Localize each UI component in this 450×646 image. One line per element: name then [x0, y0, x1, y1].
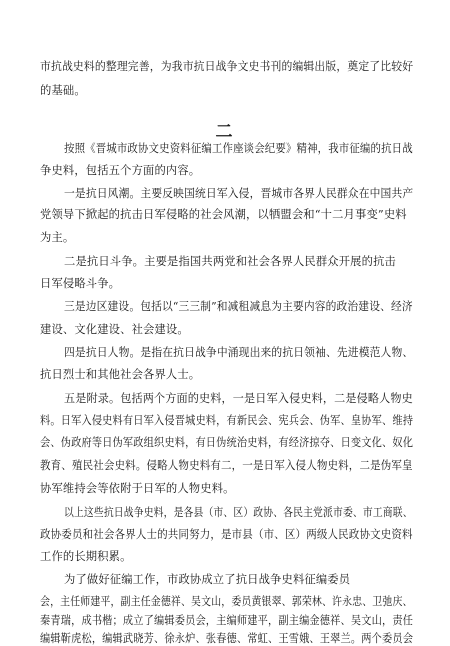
text-line: 编辑靳虎松，编辑武晓芳、徐永炉、张春德、常虹、王雪娥、王翠兰。两个委员会 [40, 632, 414, 645]
text-line: 会、伪政府等日伪军政组织史料，有日伪统治史料，有经济掠夺、日变文化、奴化 [40, 436, 414, 449]
text-line: 二是抗日斗争。主要是指国共两党和社会各界人民群众开展的抗击 [64, 255, 396, 268]
text-line: 市抗战史料的整理完善，为我市抗日战争文史书刊的编辑出版，奠定了比较好 [40, 60, 414, 73]
text-line: 一是抗日风潮。主要反映国统日军入侵，晋城市各界人民群众在中国共产 [64, 187, 414, 200]
text-line: 四是抗日人物。是指在抗日战争中涌现出来的抗日领袖、先进模范人物、 [64, 346, 414, 359]
text-line: 以上这些抗日战争史料，是各县（市、区）政协、各民主党派市委、市工商联、 [64, 506, 413, 519]
text-line: 政协委员和社会各界人士的共同努力，是市县（市、区）两级人民政协文史资料 [40, 528, 413, 541]
text-line: 秦青瑞，成书楷；成立了编辑委员会，主编师建平，副主编金德祥、吴文山，责任 [40, 614, 414, 627]
text-line: 日军侵略斗争。 [40, 277, 121, 290]
text-line: 党领导下掀起的抗击日军侵略的社会风潮，以牺盟会和“十二月事变”史料 [40, 208, 407, 221]
text-line: 教育、殖民社会史料。侵略人物史料有二，一是日军入侵人物史料，二是伪军皇 [40, 459, 413, 472]
text-line: 协军维持会等依附于日军的人物史料。 [40, 482, 235, 495]
section-heading: 二 [215, 122, 235, 142]
text-line: 的基础。 [40, 84, 86, 97]
text-line: 按照《晋城市政协文史资料征编工作座谈会纪要》精神，我市征编的抗日战 [64, 142, 413, 155]
text-line: 争史料，包括五个方面的内容。 [40, 164, 201, 177]
text-line: 为了做好征编工作，市政协成立了抗日战争史料征编委员 [64, 573, 351, 586]
text-line: 五是附录。包括两个方面的史料，一是日军入侵史料，二是侵略人物史 [64, 392, 413, 405]
text-line: 工作的长期积累。 [40, 550, 132, 563]
text-line: 抗日烈士和其他社会各界人士。 [40, 368, 201, 381]
text-line: 为主。 [40, 231, 75, 244]
text-line: 料。日军入侵史料有日军入侵晋城史料，有新民会、宪兵会、伪军、皇协军、维持 [40, 414, 414, 427]
text-line: 会，主任师建平，副主任金德祥、吴文山，委员黄银翠、郭荣林、许永忠、卫弛庆、 [40, 595, 413, 608]
text-line: 三是边区建设。包括以“三三制”和减租减息为主要内容的政治建设、经济 [64, 300, 413, 313]
text-line: 建设、文化建设、社会建设。 [40, 323, 189, 336]
